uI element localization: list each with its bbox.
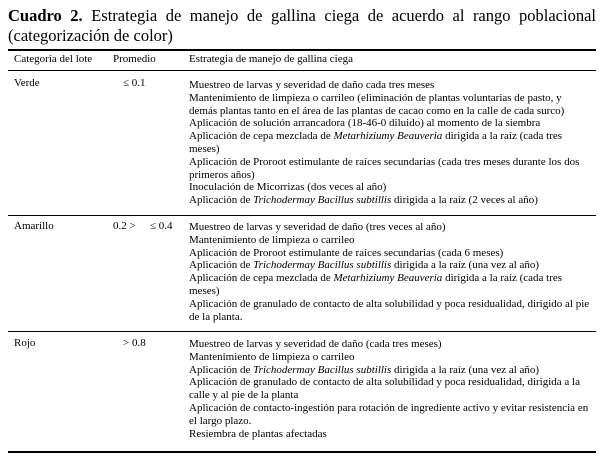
row-verde-category: Verde (14, 77, 40, 89)
row-amarillo-strategies (189, 221, 591, 323)
header-rule (8, 70, 596, 71)
row-amarillo-average-low: 0.2 > (113, 220, 136, 232)
row-rojo-average: > 0.8 (123, 337, 146, 349)
header-average: Promedio (113, 53, 156, 65)
header-category: Categoría del lote (14, 53, 93, 65)
strategy-line: Mantenimiento de limpieza o carrileo (189, 350, 355, 363)
bottom-rule (8, 451, 596, 453)
strategy-line: Inoculación de Micorrizas (dos veces al año) (189, 181, 387, 194)
strategy-line: Muestreo de larvas y severidad de daño (cada tres meses) (189, 338, 442, 350)
caption-label: Cuadro 2. (8, 6, 83, 25)
strategy-line: Aplicación de granulado de contacto de alta solubilidad y poca residualidad, dirigido al pie de la planta. (189, 297, 590, 323)
strategy-line: Muestreo de larvas y severidad de daño (tres veces al año) (189, 221, 446, 233)
row-verde-average: ≤ 0.1 (123, 77, 146, 89)
strategy-line: Mantenimiento de limpieza o carrileo (189, 233, 355, 246)
strategy-line: Aplicación de Trichodermay Bacillus subtillis dirigida a la raíz (2 veces al año) (189, 194, 538, 207)
row-verde-strategies (189, 79, 591, 207)
row-separator (8, 331, 596, 332)
strategy-line: Aplicación de Proroot estimulante de raíces secundarias (cada tres meses durante los dos primeros años) (189, 155, 580, 181)
row-rojo-category: Rojo (14, 337, 36, 349)
strategy-line: Aplicación de cepa mezclada de Metarhiziumy Beauveria dirigida a la raíz (cada tres meses) (189, 130, 563, 155)
strategy-line: Aplicación de Trichodermay Bacillus subtillis dirigida a la raíz (una vez al año) (189, 259, 540, 272)
strategy-line: Aplicación de solución arrancadora (18-46-0 diluido) al momento de la siembra (189, 117, 541, 130)
top-rule (8, 49, 596, 51)
strategy-line: Resiembra de plantas afectadas (189, 427, 327, 440)
caption-text: Estrategia de manejo de gallina ciega de acuerdo al rango poblacional (categorización de color) (8, 6, 596, 45)
strategy-line: Aplicación de cepa mezclada de Metarhiziumy Beauveria dirigida a la raíz (cada tres meses) (189, 272, 563, 297)
strategy-line: Aplicación de contacto-ingestión para rotación de ingrediente activo y evitar resistencia en el largo plazo. (189, 401, 589, 427)
strategy-line: Muestreo de larvas y severidad de daño cada tres meses (189, 79, 435, 91)
row-amarillo-average-high: ≤ 0.4 (150, 220, 173, 232)
strategy-line: Mantenimiento de limpieza o carrileo (eliminación de plantas voluntarias de pasto, y demás plantas tanto en el área de las plantas de cacao como en la calle de cada surco) (189, 91, 565, 117)
table-caption (8, 6, 596, 46)
row-rojo-strategies (189, 338, 591, 440)
strategy-line: Aplicación de granulado de contacto de alta solubilidad y poca residualidad, dirigida a la calle y al pie de la planta (189, 376, 580, 402)
row-separator (8, 215, 596, 216)
strategy-line: Aplicación de Trichodermay Bacillus subtillis dirigida a la raíz (una vez al año) (189, 363, 540, 376)
strategy-line: Aplicación de Proroot estimulante de raíces secundarias (cada 6 meses) (189, 246, 504, 259)
header-strategy: Estrategia de manejo de gallina ciega (189, 53, 354, 65)
row-amarillo-category: Amarillo (14, 220, 54, 232)
